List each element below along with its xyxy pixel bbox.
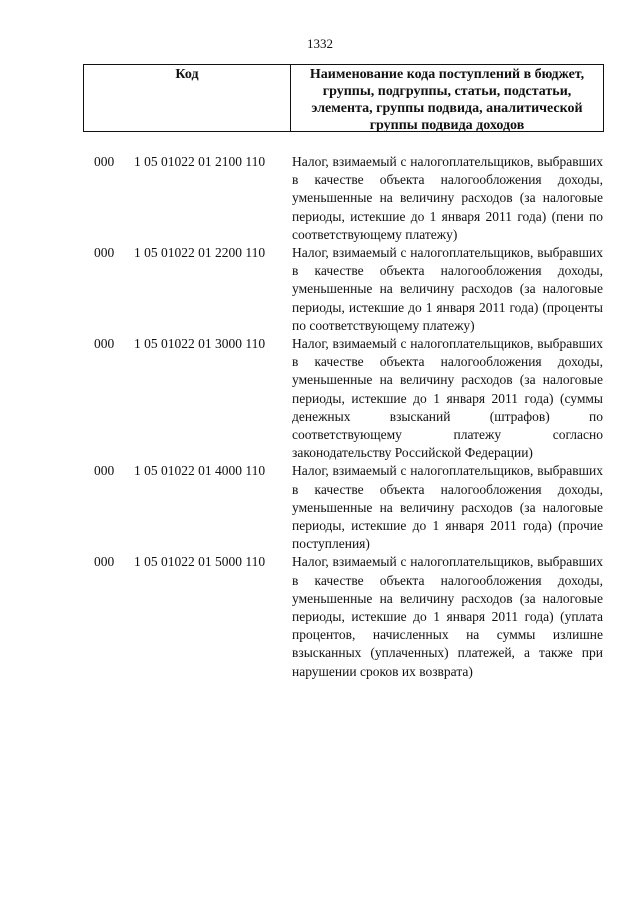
header-name-column: Наименование кода поступлений в бюджет, группы, подгруппы, статьи, подстатьи, элемента, группы подвида, аналитической группы подвида доходов [309, 67, 585, 133]
table-header [83, 64, 604, 132]
revenue-description: Налог, взимаемый с налогоплательщиков, выбравших в качестве объекта налогообложения доходы, уменьшенные на величину расходов (за налоговые периоды, истекшие до 1 января 2011 года) (уплата процентов, начисленных на суммы излишне взысканных (уплаченных) платежей, а также при нарушении сроков их возврата) [292, 554, 603, 679]
admin-code: 000 [94, 554, 115, 570]
page-number: 1332 [307, 36, 333, 51]
revenue-description: Налог, взимаемый с налогоплательщиков, выбравших в качестве объекта налогообложения доходы, уменьшенные на величину расходов (за налоговые периоды, истекшие до 1 января 2011 года) (суммы денежных взысканий (штрафов) по соответствующему платежу согласно законодательству Российской Федерации) [292, 336, 603, 461]
revenue-description: Налог, взимаемый с налогоплательщиков, выбравших в качестве объекта налогообложения доходы, уменьшенные на величину расходов (за налоговые периоды, истекшие до 1 января 2011 года) (проценты по соответствующему платежу) [292, 245, 603, 333]
revenue-description: Налог, взимаемый с налогоплательщиков, выбравших в качестве объекта налогообложения доходы, уменьшенные на величину расходов (за налоговые периоды, истекшие до 1 января 2011 года) (пени по соответствующему платежу) [292, 154, 603, 242]
revenue-code: 1 05 01022 01 2200 110 [134, 245, 266, 261]
admin-code: 000 [94, 336, 115, 352]
admin-code: 000 [94, 245, 115, 261]
table-row [0, 462, 640, 553]
revenue-code: 1 05 01022 01 2100 110 [134, 154, 266, 169]
admin-code: 000 [94, 154, 115, 169]
admin-code: 000 [94, 463, 115, 479]
table-row [0, 153, 640, 244]
header-code-column: Код [84, 65, 291, 131]
table-row [0, 335, 640, 462]
table-body [0, 153, 640, 681]
revenue-description: Налог, взимаемый с налогоплательщиков, выбравших в качестве объекта налогообложения доходы, уменьшенные на величину расходов (за налоговые периоды, истекшие до 1 января 2011 года) (прочие поступления) [292, 463, 603, 552]
revenue-code: 1 05 01022 01 5000 110 [134, 554, 266, 570]
table-row [0, 244, 640, 335]
table-row [0, 553, 640, 680]
revenue-code: 1 05 01022 01 3000 110 [134, 336, 266, 352]
revenue-code: 1 05 01022 01 4000 110 [134, 463, 266, 479]
